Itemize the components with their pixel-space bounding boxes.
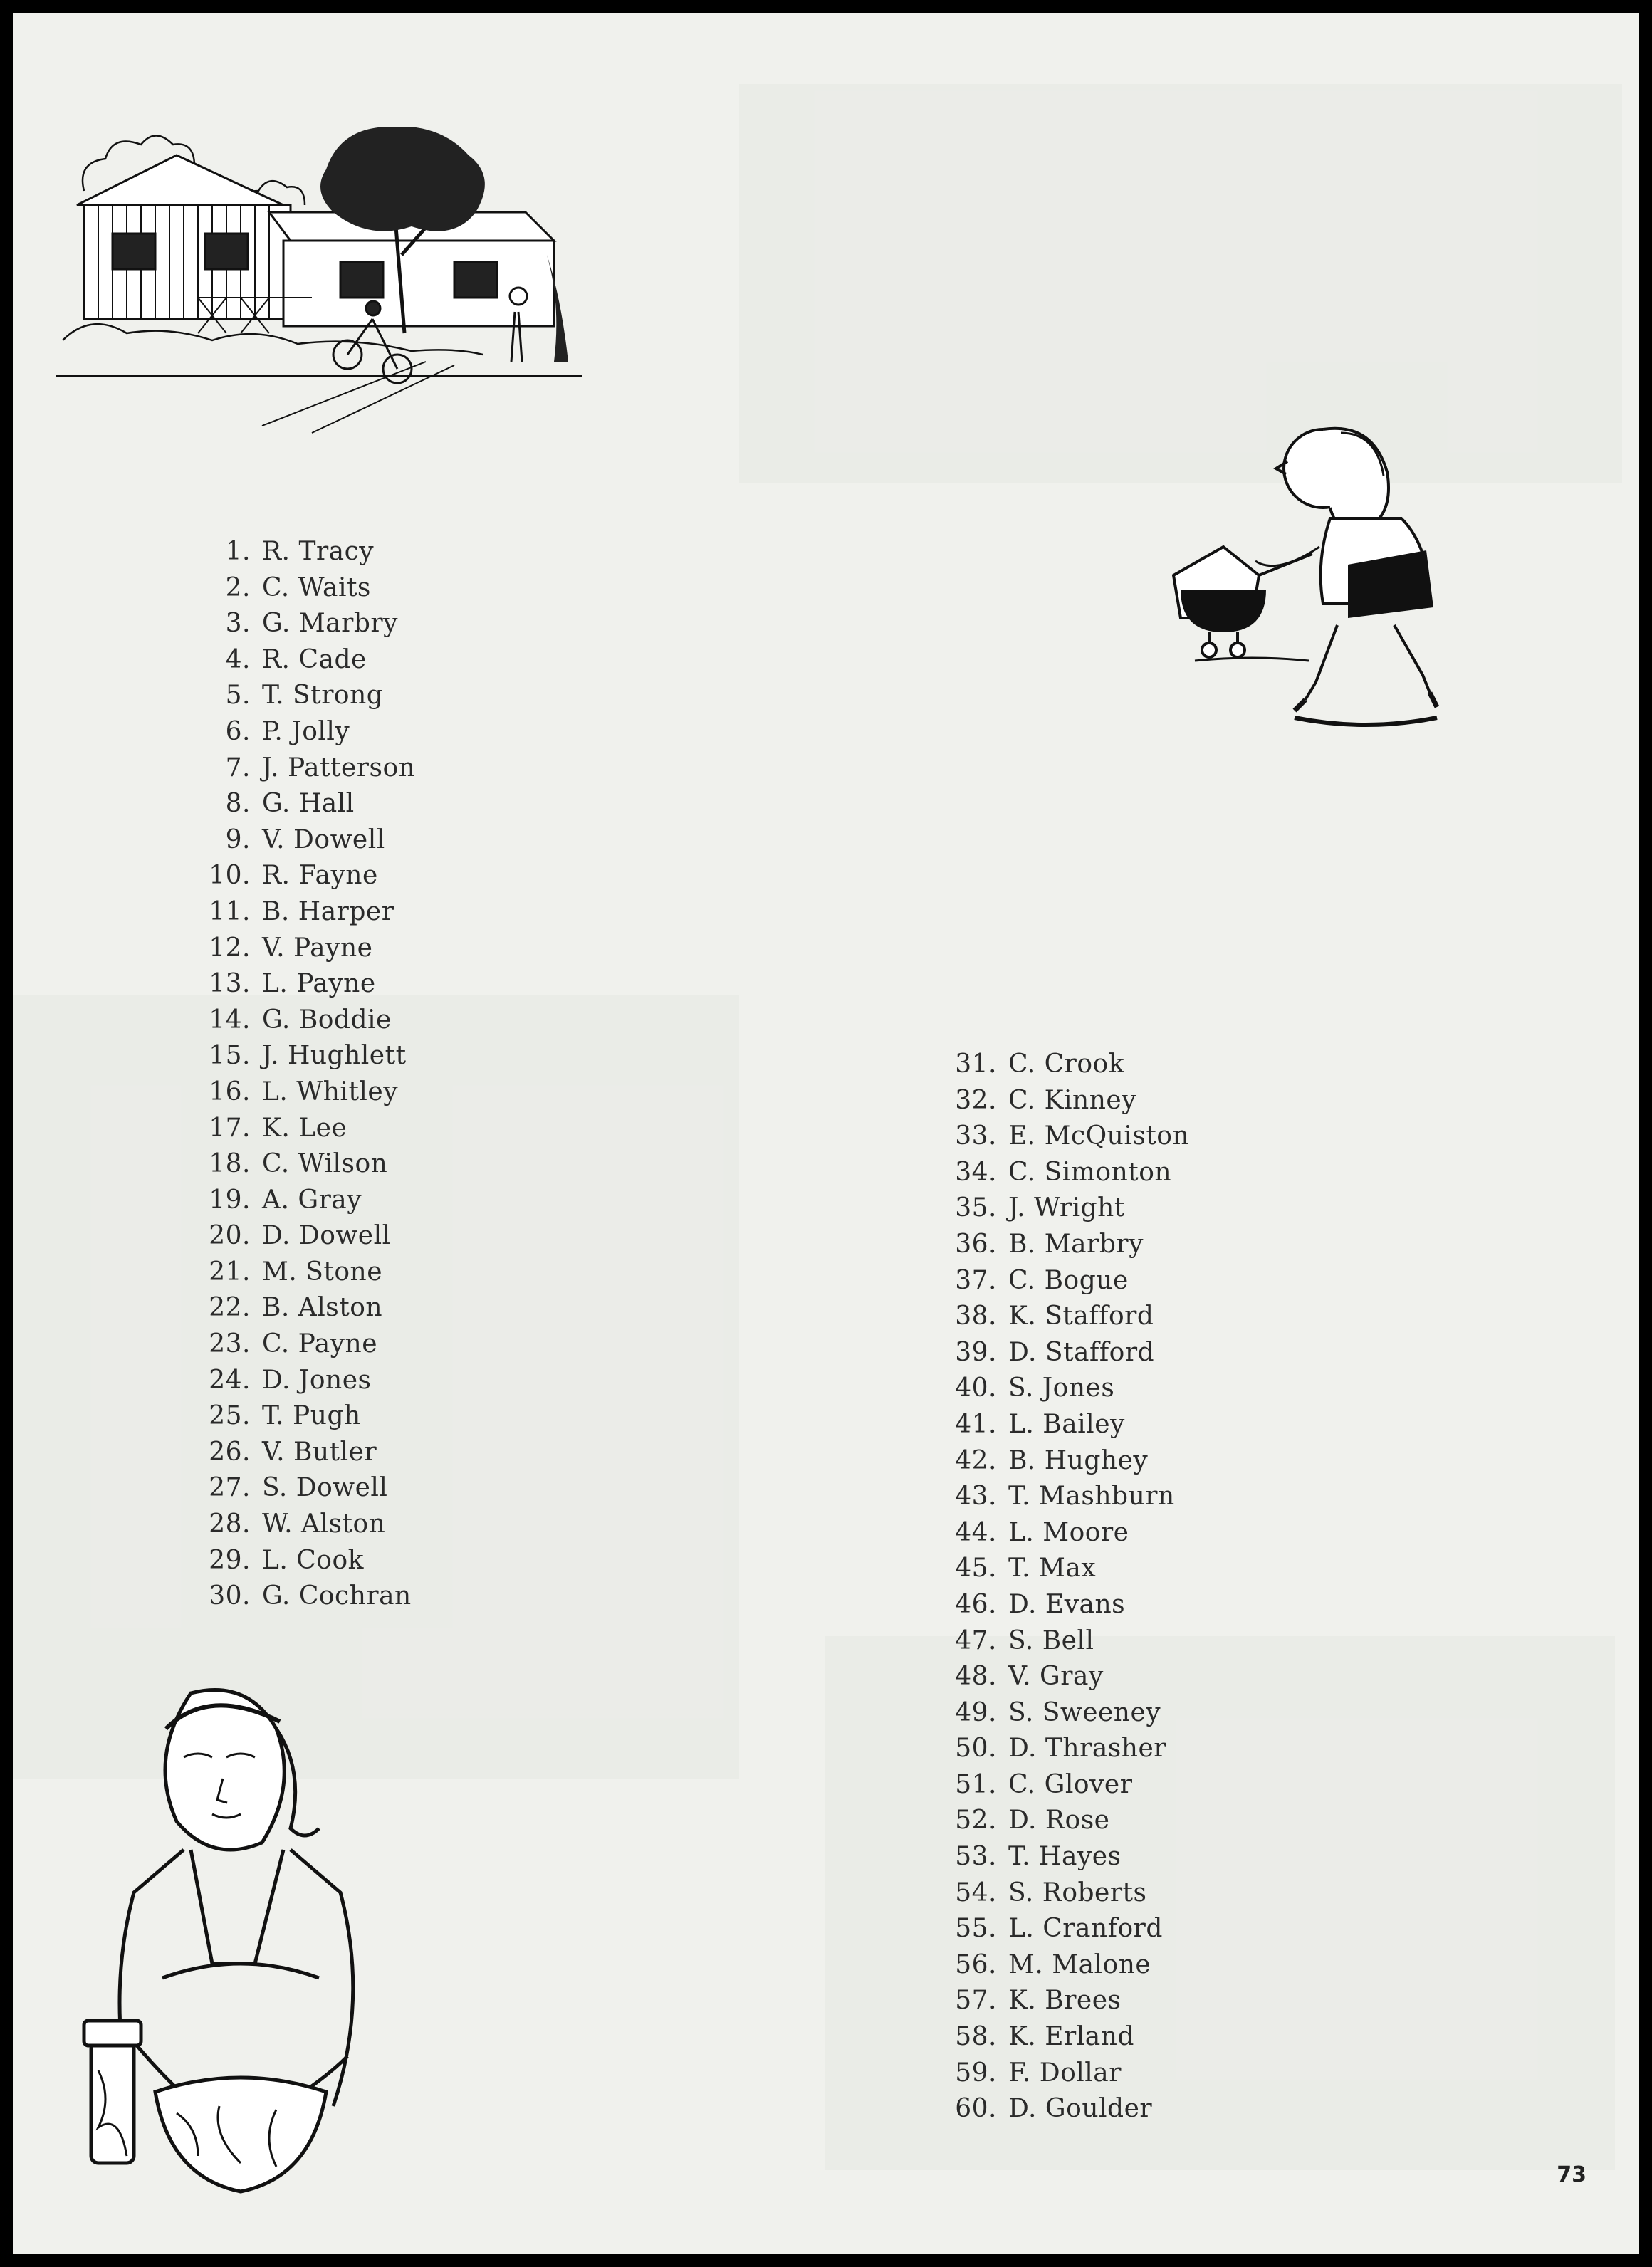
list-item: 46. D. Evans: [946, 1587, 1189, 1623]
item-name: D. Goulder: [1008, 2094, 1153, 2124]
list-item: 42. B. Hughey: [946, 1443, 1189, 1480]
list-item: 49. S. Sweeney: [946, 1695, 1189, 1732]
list-item: 20. D. Dowell: [199, 1218, 415, 1255]
item-number: 12: [209, 933, 242, 963]
list-item: 37. C. Bogue: [946, 1263, 1189, 1299]
item-number: 57: [955, 1986, 988, 2016]
list-item: 58. K. Erland: [946, 2019, 1189, 2056]
item-name: E. McQuiston: [1008, 1121, 1190, 1151]
list-item: 2. C. Waits: [199, 570, 415, 607]
item-name: C. Wilson: [261, 1149, 388, 1179]
item-number: 40: [955, 1373, 988, 1403]
list-item: 15. J. Hughlett: [199, 1038, 415, 1074]
item-number: 47: [955, 1625, 988, 1655]
list-item: 17. K. Lee: [199, 1111, 415, 1147]
item-name: J. Wright: [1008, 1193, 1125, 1223]
item-name: A. Gray: [261, 1185, 362, 1215]
item-number: 9: [225, 824, 242, 854]
item-name: D. Stafford: [1008, 1337, 1155, 1367]
item-number: 4: [225, 644, 242, 674]
list-item: 7. J. Patterson: [199, 750, 415, 787]
list-item: 23. C. Payne: [199, 1326, 415, 1363]
list-item: 8. G. Hall: [199, 786, 415, 822]
item-name: F. Dollar: [1008, 2058, 1122, 2088]
item-name: V. Butler: [261, 1437, 377, 1467]
list-item: 41. L. Bailey: [946, 1407, 1189, 1443]
item-name: J. Patterson: [261, 753, 416, 782]
item-name: G. Marbry: [261, 609, 398, 639]
item-name: C. Bogue: [1008, 1265, 1129, 1295]
item-name: J. Hughlett: [261, 1041, 407, 1071]
item-number: 51: [955, 1769, 988, 1799]
item-number: 11: [209, 896, 242, 926]
item-number: 34: [955, 1157, 988, 1187]
item-name: T. Hayes: [1008, 1842, 1122, 1872]
item-name: K. Brees: [1008, 1986, 1122, 2016]
item-number: 1: [225, 537, 242, 566]
item-number: 46: [955, 1589, 988, 1619]
item-number: 44: [955, 1517, 988, 1547]
item-number: 23: [209, 1329, 242, 1359]
list-item: 10. R. Fayne: [199, 858, 415, 894]
item-number: 30: [209, 1581, 242, 1611]
item-number: 33: [955, 1121, 988, 1151]
item-name: B. Alston: [261, 1293, 383, 1323]
list-item: 31. C. Crook: [946, 1047, 1189, 1083]
list-item: 47. S. Bell: [946, 1623, 1189, 1660]
name-list-left: [199, 534, 415, 1615]
list-item: 33. E. McQuiston: [946, 1119, 1189, 1155]
list-item: 12. V. Payne: [199, 931, 415, 967]
item-name: T. Mashburn: [1008, 1482, 1175, 1512]
item-number: 16: [209, 1077, 242, 1106]
item-name: D. Dowell: [261, 1221, 391, 1251]
list-item: 35. J. Wright: [946, 1190, 1189, 1227]
item-number: 20: [209, 1221, 242, 1251]
item-number: 50: [955, 1734, 988, 1764]
list-item: 48. V. Gray: [946, 1659, 1189, 1695]
item-number: 21: [209, 1257, 242, 1287]
item-name: L. Whitley: [261, 1077, 399, 1106]
item-name: D. Thrasher: [1008, 1734, 1166, 1764]
item-number: 6: [225, 716, 242, 746]
list-item: 6. P. Jolly: [199, 714, 415, 750]
item-name: C. Glover: [1008, 1769, 1133, 1799]
list-item: 55. L. Cranford: [946, 1911, 1189, 1947]
list-item: 39. D. Stafford: [946, 1335, 1189, 1371]
item-name: T. Strong: [261, 681, 384, 711]
item-name: T. Pugh: [261, 1401, 361, 1431]
list-item: 38. K. Stafford: [946, 1299, 1189, 1335]
name-list-right: [946, 1047, 1189, 2127]
list-item: 3. G. Marbry: [199, 606, 415, 642]
item-name: L. Bailey: [1008, 1409, 1125, 1439]
item-name: K. Stafford: [1008, 1302, 1154, 1331]
item-number: 32: [955, 1085, 988, 1115]
item-number: 25: [209, 1401, 242, 1431]
item-name: S. Sweeney: [1008, 1697, 1161, 1727]
list-item: 29. L. Cook: [199, 1543, 415, 1579]
girl-with-stroller-illustration: [1166, 412, 1487, 768]
item-number: 18: [209, 1149, 242, 1179]
item-name: B. Hughey: [1008, 1445, 1149, 1475]
item-number: 15: [209, 1041, 242, 1071]
list-item: 14. G. Boddie: [199, 1002, 415, 1039]
list-item: 34. C. Simonton: [946, 1155, 1189, 1191]
list-item: 51. C. Glover: [946, 1767, 1189, 1803]
item-name: K. Erland: [1008, 2022, 1134, 2052]
item-number: 29: [209, 1545, 242, 1575]
item-name: M. Stone: [261, 1257, 382, 1287]
item-name: D. Jones: [261, 1365, 372, 1395]
list-item: 53. T. Hayes: [946, 1839, 1189, 1875]
item-number: 54: [955, 1878, 988, 1907]
item-number: 28: [209, 1509, 242, 1539]
item-name: V. Payne: [261, 933, 373, 963]
item-name: C. Payne: [261, 1329, 377, 1359]
item-number: 52: [955, 1806, 988, 1836]
item-number: 7: [225, 753, 242, 782]
item-name: B. Harper: [261, 896, 394, 926]
item-name: R. Tracy: [261, 537, 375, 566]
list-item: 26. V. Butler: [199, 1435, 415, 1471]
item-name: C. Kinney: [1008, 1085, 1137, 1115]
item-number: 5: [225, 681, 242, 711]
item-name: D. Rose: [1008, 1806, 1110, 1836]
item-number: 13: [209, 969, 242, 999]
item-name: W. Alston: [261, 1509, 386, 1539]
list-item: 9. V. Dowell: [199, 822, 415, 859]
item-name: P. Jolly: [261, 716, 350, 746]
bleed-through-shading: [825, 1636, 1615, 2170]
item-name: T. Max: [1008, 1554, 1097, 1583]
item-number: 17: [209, 1113, 242, 1143]
item-name: S. Jones: [1008, 1373, 1115, 1403]
item-name: S. Roberts: [1008, 1878, 1147, 1907]
item-number: 3: [225, 609, 242, 639]
list-item: 44. L. Moore: [946, 1515, 1189, 1551]
item-name: R. Cade: [261, 644, 367, 674]
list-item: 54. S. Roberts: [946, 1875, 1189, 1912]
list-item: 18. C. Wilson: [199, 1146, 415, 1183]
item-number: 43: [955, 1482, 988, 1512]
list-item: 57. K. Brees: [946, 1983, 1189, 2019]
item-name: V. Dowell: [261, 824, 385, 854]
item-name: L. Moore: [1008, 1517, 1129, 1547]
list-item: 56. M. Malone: [946, 1947, 1189, 1984]
page-number: 73: [1557, 2162, 1586, 2187]
item-number: 48: [955, 1662, 988, 1692]
list-item: 36. B. Marbry: [946, 1227, 1189, 1263]
item-name: K. Lee: [261, 1113, 347, 1143]
list-item: 60. D. Goulder: [946, 2091, 1189, 2127]
item-number: 60: [955, 2094, 988, 2124]
item-number: 35: [955, 1193, 988, 1223]
list-item: 43. T. Mashburn: [946, 1479, 1189, 1515]
house-illustration: [56, 127, 611, 440]
item-name: C. Simonton: [1008, 1157, 1172, 1187]
item-name: G. Hall: [261, 789, 355, 819]
item-number: 41: [955, 1409, 988, 1439]
list-item: 28. W. Alston: [199, 1507, 415, 1543]
item-number: 8: [225, 789, 242, 819]
list-item: 59. F. Dollar: [946, 2056, 1189, 2092]
item-name: L. Cranford: [1008, 1914, 1163, 1944]
item-number: 53: [955, 1842, 988, 1872]
list-item: 30. G. Cochran: [199, 1578, 415, 1615]
list-item: 24. D. Jones: [199, 1363, 415, 1399]
list-item: 1. R. Tracy: [199, 534, 415, 570]
list-item: 4. R. Cade: [199, 642, 415, 679]
item-number: 49: [955, 1697, 988, 1727]
list-item: 40. S. Jones: [946, 1371, 1189, 1407]
item-name: M. Malone: [1008, 1949, 1151, 1979]
list-item: 45. T. Max: [946, 1551, 1189, 1587]
item-name: B. Marbry: [1008, 1229, 1144, 1259]
item-name: S. Bell: [1008, 1625, 1094, 1655]
item-name: V. Gray: [1008, 1662, 1104, 1692]
item-name: C. Waits: [261, 572, 371, 602]
item-name: D. Evans: [1008, 1589, 1126, 1619]
list-item: 16. L. Whitley: [199, 1074, 415, 1111]
item-number: 45: [955, 1554, 988, 1583]
item-number: 27: [209, 1473, 242, 1503]
item-number: 39: [955, 1337, 988, 1367]
item-name: S. Dowell: [261, 1473, 388, 1503]
item-name: G. Boddie: [261, 1005, 392, 1035]
item-number: 59: [955, 2058, 988, 2088]
yearbook-page: [13, 13, 1639, 2254]
item-number: 10: [209, 861, 242, 891]
item-number: 38: [955, 1302, 988, 1331]
list-item: 19. A. Gray: [199, 1183, 415, 1219]
woman-mixing-bowl-illustration: [77, 1672, 412, 2199]
item-number: 58: [955, 2022, 988, 2052]
list-item: 25. T. Pugh: [199, 1398, 415, 1435]
list-item: 50. D. Thrasher: [946, 1731, 1189, 1767]
item-name: C. Crook: [1008, 1049, 1125, 1079]
list-item: 32. C. Kinney: [946, 1083, 1189, 1119]
item-number: 42: [955, 1445, 988, 1475]
list-item: 5. T. Strong: [199, 678, 415, 714]
item-name: G. Cochran: [261, 1581, 412, 1611]
item-number: 55: [955, 1914, 988, 1944]
item-number: 19: [209, 1185, 242, 1215]
item-name: L. Cook: [261, 1545, 364, 1575]
item-number: 2: [225, 572, 242, 602]
list-item: 21. M. Stone: [199, 1255, 415, 1291]
item-number: 14: [209, 1005, 242, 1035]
item-number: 36: [955, 1229, 988, 1259]
item-number: 22: [209, 1293, 242, 1323]
list-item: 22. B. Alston: [199, 1290, 415, 1326]
item-number: 56: [955, 1949, 988, 1979]
item-number: 37: [955, 1265, 988, 1295]
list-item: 52. D. Rose: [946, 1803, 1189, 1839]
item-name: L. Payne: [261, 969, 376, 999]
item-number: 26: [209, 1437, 242, 1467]
list-item: 13. L. Payne: [199, 966, 415, 1002]
item-number: 24: [209, 1365, 242, 1395]
list-item: 27. S. Dowell: [199, 1470, 415, 1507]
list-item: 11. B. Harper: [199, 894, 415, 931]
item-name: R. Fayne: [261, 861, 378, 891]
item-number: 31: [955, 1049, 988, 1079]
